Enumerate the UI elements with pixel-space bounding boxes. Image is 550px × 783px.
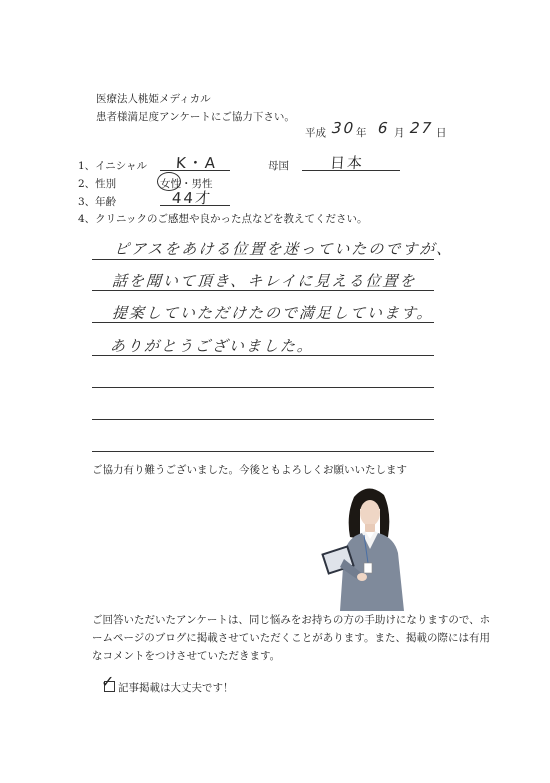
comment-line-3 [92, 322, 434, 323]
notice-line-3: なコメントをつけさせていただきます。 [92, 650, 281, 662]
gender-label: 2、性別 [78, 178, 117, 190]
age-underline [160, 205, 230, 206]
age-label: 3、年齢 [78, 196, 117, 208]
check-icon: ✓ [101, 672, 115, 691]
comment-line-3-text: 提案していただけたので満足しています。 [111, 304, 435, 322]
notice-line-2: ームページのブログに掲載させていただくことがあります。また、掲載の際には有用 [92, 632, 490, 644]
country-answer: 日本 [329, 154, 365, 172]
comment-line-2 [92, 290, 434, 291]
comment-line-7 [92, 451, 434, 452]
comment-line-1 [92, 259, 434, 260]
staff-photo [318, 483, 418, 611]
date-month-unit: 月 [394, 127, 405, 139]
initial-label: 1、イニシャル [78, 160, 148, 172]
country-underline [302, 170, 400, 171]
date-day: 27 [409, 119, 434, 137]
initial-underline [160, 170, 230, 171]
comment-line-6 [92, 419, 434, 420]
consent-label: 記事掲載は大丈夫です！ [118, 682, 234, 694]
comment-line-2-text: 話を聞いて頂き、キレイに見える位置を [111, 272, 418, 290]
age-answer: 44才 [171, 189, 213, 207]
comment-line-4-text: ありがとうございました。 [109, 337, 315, 355]
comment-line-5 [92, 387, 434, 388]
country-label: 母国 [268, 160, 289, 172]
comment-line-1-text: ピアスをあける位置を迷っていたのですが、 [113, 240, 455, 258]
clinic-name: 医療法人桃姫メディカル [96, 93, 211, 105]
thanks-message: ご協力有り難うございました。今後ともよろしくお願いいたします [92, 464, 407, 476]
date-month: 6 [377, 119, 391, 137]
impression-question: 4、クリニックのご感想や良かった点などを教えてください。 [78, 213, 368, 225]
notice-line-1: ご回答いただいたアンケートは、同じ悩みをお持ちの方の手助けになりますので、ホ [92, 614, 491, 626]
date-era: 平成 [305, 127, 326, 139]
date-year-unit: 年 [356, 127, 367, 139]
comment-line-4 [92, 355, 434, 356]
date-day-unit: 日 [436, 127, 447, 139]
date-year: 30 [331, 119, 356, 137]
gender-options: 女性・男性 [160, 178, 213, 190]
initial-answer: K・A [175, 154, 218, 172]
survey-request: 患者様満足度アンケートにご協力下さい。 [96, 111, 295, 123]
